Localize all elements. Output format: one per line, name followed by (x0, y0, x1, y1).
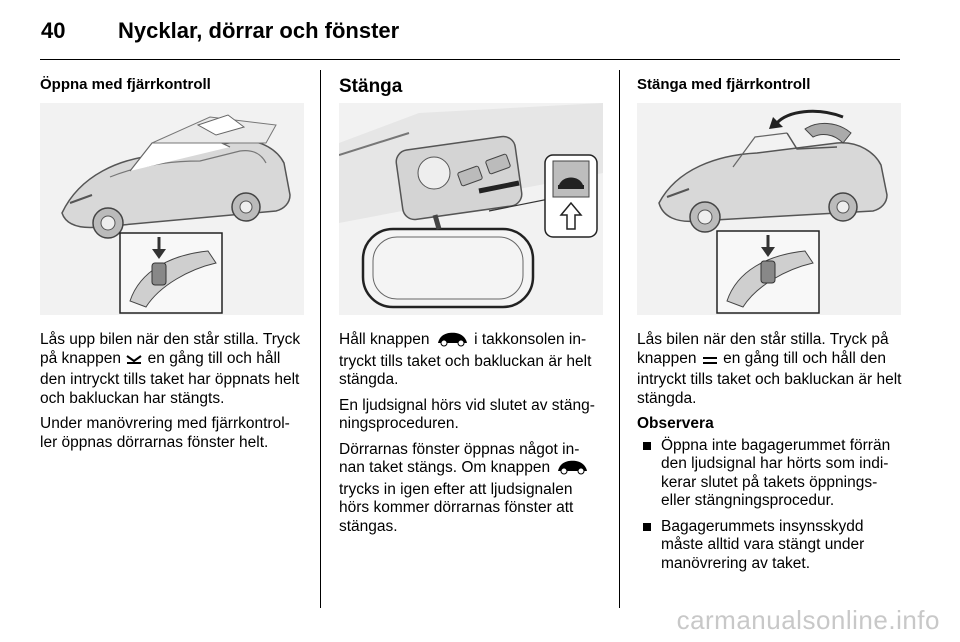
section-heading-close-remote: Stänga med fjärrkontroll (637, 76, 811, 93)
column-divider (320, 70, 321, 608)
roof-console-illustration (339, 103, 603, 315)
text: Lås bilen när den står stilla. Tryck på knappen (637, 331, 889, 367)
convertible-car-illustration (637, 103, 901, 315)
paragraph (339, 331, 605, 390)
text: Håll knappen (339, 331, 430, 348)
convertible-roof-icon (554, 459, 590, 481)
column-close-text (339, 331, 605, 543)
convertible-roof-icon (434, 331, 470, 353)
page-number: 40 (41, 18, 66, 43)
illustration-open-roof (40, 103, 304, 315)
list-item: Bagagerummets insynsskydd måste alltid vara stängt under manövrering av taket. (637, 518, 903, 574)
column-divider (619, 70, 620, 608)
text: i takkonsolen in-tryckt tills taket och bakluckan är helt stängda. (339, 331, 592, 388)
illustration-roof-console (339, 103, 603, 315)
text: en gång till och håll den intryckt tills taket och bakluckan är helt stängda. (637, 349, 902, 407)
watermark: carmanualsonline.info (676, 605, 940, 635)
section-heading-open-remote: Öppna med fjärrkontroll (40, 76, 211, 93)
paragraph (637, 331, 903, 408)
header-rule (40, 59, 900, 60)
text: en gång till och håll den intryckt tills taket har öppnats helt och bakluckan har stängts. (40, 349, 300, 407)
note-list (637, 437, 903, 574)
paragraph: Under manövrering med fjärrkontrol-ler öppnas dörrarnas fönster helt. (40, 415, 290, 451)
remote-unlock-icon (125, 352, 143, 372)
text: Dörrarnas fönster öppnas något in-nan taket stängs. Om knappen (339, 440, 580, 476)
remote-lock-icon (701, 353, 719, 372)
paragraph: En ljudsignal hörs vid slutet av stäng-ningsproceduren. (339, 396, 595, 432)
paragraph (40, 331, 306, 408)
list-item: Öppna inte bagagerummet förrän den ljudsignal har hörts som indi-kerar slutet på takets öppnings-eller stängningsprocedur. (637, 437, 903, 511)
note-title: Observera (637, 415, 714, 432)
text: trycks in igen efter att ljudsignalen hörs kommer dörrarnas fönster att stängas. (339, 480, 574, 535)
section-heading-close: Stänga (339, 76, 403, 97)
convertible-car-illustration (40, 103, 304, 315)
page-title: Nycklar, dörrar och fönster (118, 18, 400, 43)
illustration-close-roof (637, 103, 901, 315)
column-close-remote-text (637, 331, 903, 580)
column-open-remote-text (40, 331, 306, 459)
text: Lås upp bilen när den står stilla. Tryck på knappen (40, 331, 301, 367)
paragraph (339, 441, 605, 537)
